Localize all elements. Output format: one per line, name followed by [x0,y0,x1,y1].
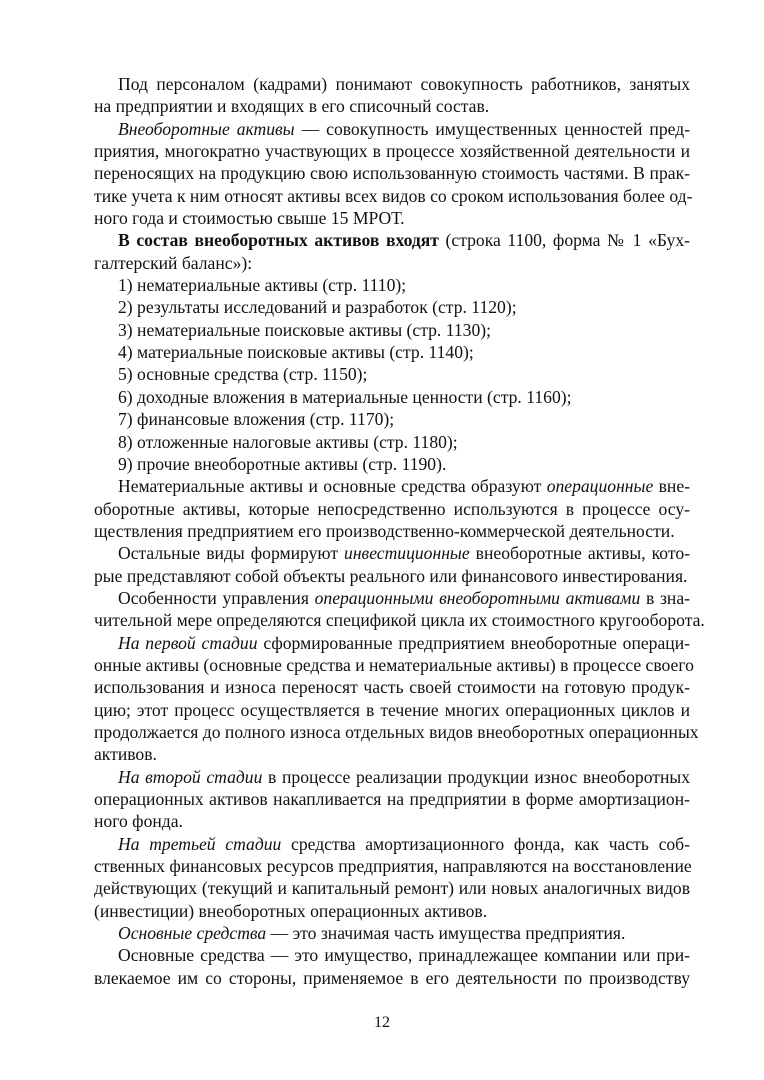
text-line [94,743,690,765]
text-line [94,475,690,497]
paragraph [94,475,690,542]
text-run: Остальные виды формируют [118,543,345,564]
italic-term: На первой стадии [118,632,258,653]
text-run: в процессе реализации продукции износ внеоборотных [262,766,690,787]
text-run: 8) отложенные налоговые активы (стр. 1180); [118,431,458,452]
paragraph [94,922,690,944]
italic-term: Внеоборотные активы [118,118,295,139]
text-run: 9) прочие внеоборотные активы (стр. 1190). [118,453,447,474]
text-line [94,699,690,721]
text-run: цию; этот процесс осуществляется в течение многих операционных циклов и [94,699,690,720]
text-run: 7) финансовые вложения (стр. 1170); [118,409,395,430]
text-line [94,162,690,184]
text-run: активов. [94,744,157,765]
text-run: влекаемое им со стороны, применяемое в его деятельности по производству [94,967,690,988]
text-line [94,542,690,564]
text-line [94,877,690,899]
text-run: — совокупность имущественных ценностей пред- [294,118,691,139]
text-line [94,565,690,587]
text-line [94,185,693,207]
text-line [94,140,690,162]
italic-term: операционные [546,476,654,497]
text-line [94,788,690,810]
text-run: оборотные активы, которые непосредственно используются в процессе осу- [94,498,690,519]
text-line [94,944,690,966]
paragraph [94,73,690,118]
text-run: ного года и стоимостью свыше 15 МРОТ. [94,208,405,229]
text-line [94,766,690,788]
text-run: чительной мере определяются спецификой цикла их стоимостного кругооборота. [94,610,705,631]
text-run: (инвестиции) внеоборотных операционных активов. [94,900,488,921]
italic-term: инвестиционные [344,543,470,564]
text-line [94,676,690,698]
text-run: Нематериальные активы и основные средства образуют [118,476,547,497]
paragraph [94,341,690,363]
text-line [94,363,690,385]
text-line [94,609,705,631]
paragraph [94,118,693,230]
text-run: 3) нематериальные поисковые активы (стр. 1130); [118,319,491,340]
page-number: 12 [374,1014,390,1031]
text-line [94,319,690,341]
paragraph [94,453,690,475]
paragraph [94,386,690,408]
text-run: 4) материальные поисковые активы (стр. 1140); [118,342,474,363]
text-line [94,73,690,95]
italic-term: На третьей стадии [118,833,282,854]
text-run: тике учета к ним относят активы всех видов со сроком использования более од- [94,185,693,206]
paragraph [94,229,690,274]
text-run: 1) нематериальные активы (стр. 1110); [118,275,407,296]
text-line [94,274,690,296]
text-line [94,833,690,855]
text-run: 5) основные средства (стр. 1150); [118,364,368,385]
paragraph [94,408,690,430]
text-line [94,296,690,318]
text-line [94,855,690,877]
text-line [94,900,690,922]
text-run: Основные средства — это имущество, принадлежащее компании или при- [118,945,690,966]
text-run: рые представляют собой объекты реального или финансового инвестирования. [94,565,688,586]
text-run: ственных финансовых ресурсов предприятия, направляются на восстановление [94,856,692,877]
text-run: онные активы (основные средства и нематериальные активы) в процессе своего [94,654,694,675]
text-line [94,408,690,430]
paragraph [94,296,690,318]
text-line [94,341,690,363]
text-run: использования и износа переносят часть своей стоимости на готовую продук- [94,677,690,698]
text-run: ществления предприятием его производственно-коммерческой деятельности. [94,520,675,541]
text-run: продолжается до полного износа отдельных видов внеоборотных операционных [94,721,699,742]
text-run: переносящих на продукцию свою использованную стоимость частями. В прак- [94,163,690,184]
text-line [94,453,690,475]
bold-term: В состав внеоборотных активов входят [118,230,439,251]
paragraph [94,274,690,296]
paragraph [94,363,690,385]
paragraph [94,632,699,766]
paragraph [94,944,690,989]
text-line [94,118,690,140]
text-line [94,654,694,676]
text-run: Особенности управления [118,587,315,608]
text-line [94,967,690,989]
text-run: на предприятии и входящих в его списочный состав. [94,96,490,117]
paragraph [94,833,690,922]
text-line [94,587,690,609]
text-line [94,632,690,654]
text-line [94,431,690,453]
text-run: — это значимая часть имущества предприятия. [266,923,626,944]
text-line [94,252,690,274]
paragraph [94,542,690,587]
text-run: средства амортизационного фонда, как часть соб- [281,833,690,854]
paragraph [94,587,705,632]
text-line [94,498,690,520]
paragraph [94,319,690,341]
text-run: вне- [653,476,690,497]
text-run: приятия, многократно участвующих в процессе хозяйственной деятельности и [94,141,690,162]
text-run: операционных активов накапливается на предприятии в форме амортизацион- [94,789,690,809]
text-run: 6) доходные вложения в материальные ценности (стр. 1160); [118,386,572,407]
italic-term: Основные средства [118,923,267,944]
italic-term: операционными внеоборотными активами [314,587,641,608]
text-run: 2) результаты исследований и разработок (стр. 1120); [118,297,517,318]
text-run: действующих (текущий и капитальный ремонт) или новых аналогичных видов [94,878,690,899]
text-line [94,922,690,944]
text-line [94,386,690,408]
text-run: (строка 1100, форма № 1 «Бух- [438,230,690,251]
text-line [94,520,690,542]
text-run: внеоборотные активы, кото- [469,543,690,564]
text-run: галтерский баланс»): [94,252,253,273]
text-line [94,229,690,251]
italic-term: На второй стадии [118,766,263,787]
text-run: ного фонда. [94,811,183,832]
text-run: в зна- [640,587,691,608]
text-line [94,207,690,229]
text-run: сформированные предприятием внеоборотные операци- [257,632,690,653]
text-line [94,721,699,743]
text-run: Под персоналом (кадрами) понимают совокупность работников, занятых [118,74,690,94]
paragraph [94,431,690,453]
page-body-text [94,73,705,989]
paragraph [94,766,690,833]
text-line [94,810,690,832]
text-line [94,95,690,117]
